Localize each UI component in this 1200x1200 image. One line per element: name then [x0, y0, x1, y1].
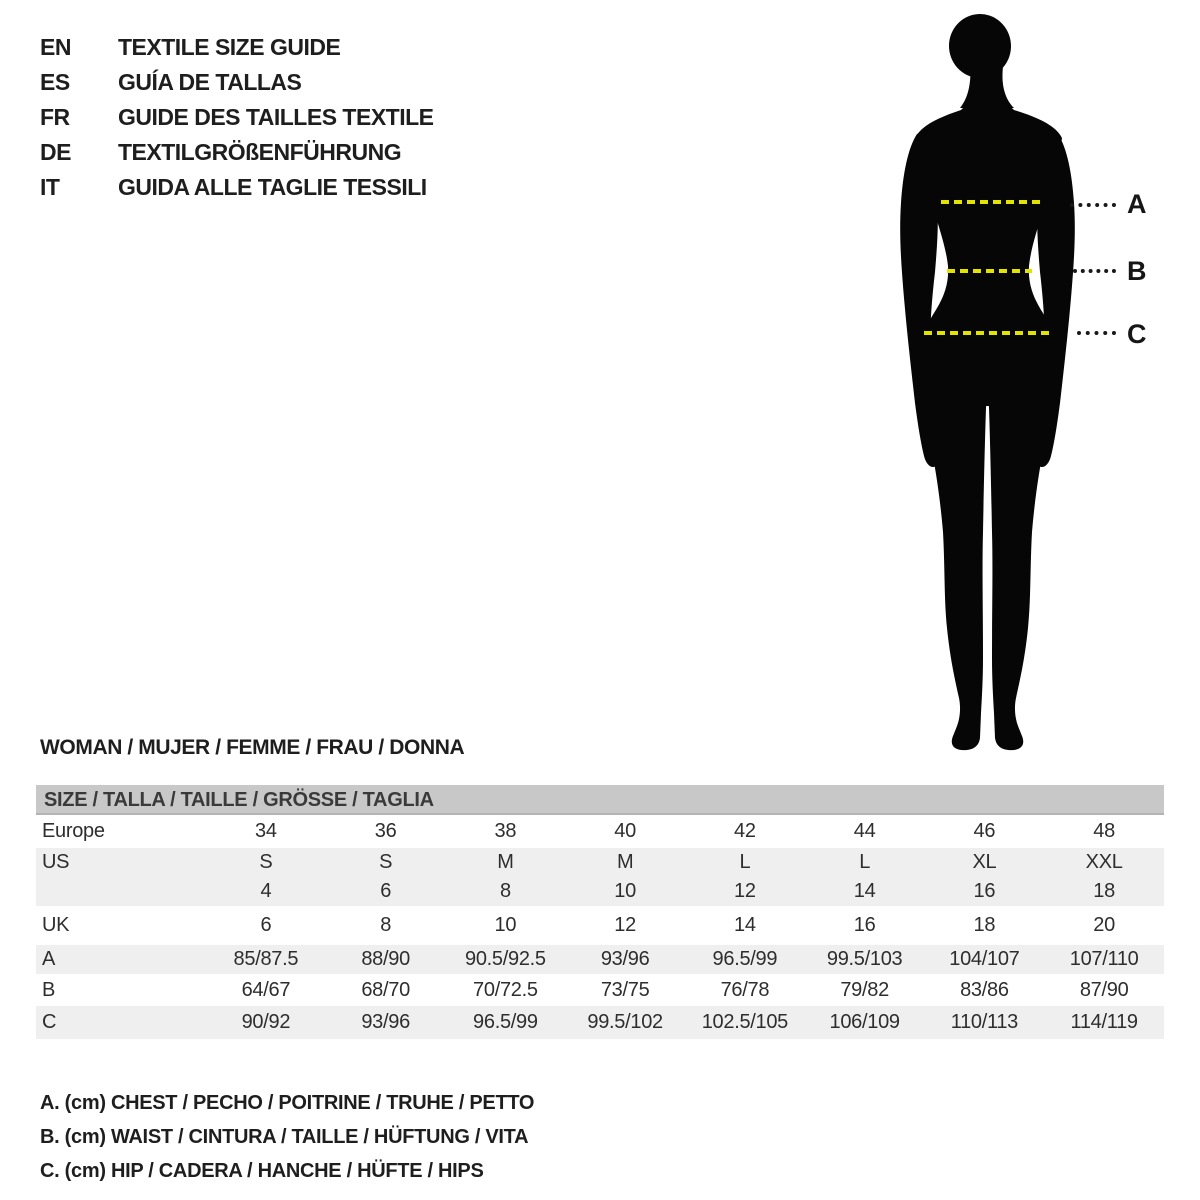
size-cell: S [379, 851, 393, 873]
size-cell: L [859, 851, 871, 873]
size-cell: 20 [1093, 914, 1115, 936]
legend-line: B. (cm) WAIST / CINTURA / TAILLE / HÜFTUNG / VITA [40, 1126, 529, 1148]
size-cell: 48 [1093, 820, 1115, 842]
language-title: GUÍA DE TALLAS [118, 69, 302, 95]
size-cell: 46 [973, 820, 996, 842]
size-table [36, 785, 1164, 1039]
table-row [36, 945, 1164, 974]
size-cell: 114/119 [1070, 1011, 1138, 1033]
size-cell: 36 [374, 820, 397, 842]
size-cell: 12 [734, 880, 756, 902]
size-cell: 93/96 [361, 1011, 410, 1033]
size-cell: 79/82 [840, 978, 889, 1001]
size-cell: 18 [1093, 880, 1115, 902]
woman-silhouette-figure [875, 8, 1095, 753]
size-cell: 96.5/99 [712, 948, 778, 970]
size-cell: 4 [260, 880, 272, 902]
size-cell: 6 [260, 914, 272, 936]
size-cell: 90.5/92.5 [465, 948, 546, 970]
size-cell: 12 [614, 914, 636, 936]
table-row [36, 1006, 1164, 1039]
size-cell: 104/107 [949, 948, 1020, 970]
language-code: IT [40, 174, 60, 200]
size-cell: 6 [380, 880, 392, 902]
size-cell: 42 [734, 820, 756, 842]
legend-line: A. (cm) CHEST / PECHO / POITRINE / TRUHE / PETTO [40, 1092, 535, 1114]
language-code: EN [40, 34, 71, 60]
language-code: ES [40, 69, 70, 95]
size-cell: 90/92 [241, 1011, 291, 1033]
size-cell: L [739, 851, 751, 873]
table-row [36, 974, 1164, 1006]
size-cell: 44 [853, 820, 876, 842]
language-row [40, 30, 434, 65]
row-label: B [42, 978, 56, 1001]
table-row [36, 815, 1164, 848]
table-row [36, 848, 1164, 877]
hip-leader-line [1077, 331, 1116, 335]
row-label: A [42, 948, 56, 970]
size-cell: 99.5/102 [587, 1011, 663, 1033]
size-cell: 34 [255, 820, 277, 842]
measurement-legend [40, 1086, 534, 1188]
language-title: GUIDE DES TAILLES TEXTILE [118, 104, 434, 130]
size-cell: 10 [494, 914, 517, 936]
chest-leader-line [1070, 203, 1116, 207]
size-cell: 76/78 [720, 978, 770, 1001]
size-cell: 68/70 [361, 978, 410, 1001]
waist-leader-line [1073, 269, 1116, 273]
legend-line: C. (cm) HIP / CADERA / HANCHE / HÜFTE / HIPS [40, 1160, 484, 1182]
size-cell: 14 [853, 880, 876, 902]
language-list [40, 30, 434, 205]
size-cell: XL [972, 851, 997, 873]
size-cell: 106/109 [829, 1011, 900, 1033]
size-table-rows [36, 815, 1164, 1039]
marker-label-waist: B [1127, 256, 1147, 286]
size-cell: 99.5/103 [826, 948, 903, 970]
size-cell: 87/90 [1079, 978, 1129, 1001]
size-cell: 70/72.5 [473, 978, 538, 1001]
size-cell: 16 [853, 914, 876, 936]
language-title: TEXTILGRÖßENFÜHRUNG [118, 139, 402, 165]
size-cell: M [497, 851, 514, 873]
language-row [40, 65, 434, 100]
size-cell: M [616, 851, 634, 873]
row-label: Europe [42, 820, 105, 842]
section-title-woman: WOMAN / MUJER / FEMME / FRAU / DONNA [40, 736, 465, 759]
size-cell: 102.5/105 [701, 1011, 789, 1033]
size-cell: 10 [614, 880, 636, 902]
size-table-header: SIZE / TALLA / TAILLE / GRÖSSE / TAGLIA [36, 785, 1164, 815]
table-row [36, 906, 1164, 945]
language-code: FR [40, 104, 70, 130]
language-code: DE [40, 139, 71, 165]
size-cell: 88/90 [361, 948, 410, 970]
size-cell: 73/75 [600, 978, 650, 1001]
size-cell: XXL [1085, 851, 1123, 873]
marker-label-chest: A [1127, 189, 1147, 219]
size-cell: 107/110 [1069, 948, 1139, 970]
size-cell: 96.5/99 [473, 1011, 538, 1033]
size-cell: 83/86 [960, 978, 1009, 1001]
size-cell: 85/87.5 [233, 948, 299, 970]
size-cell: 93/96 [600, 948, 650, 970]
size-cell: 8 [380, 914, 392, 936]
table-row [36, 877, 1164, 906]
woman-silhouette [875, 8, 1095, 753]
size-cell: 64/67 [241, 978, 291, 1001]
language-row [40, 135, 434, 170]
size-cell: 16 [973, 880, 996, 902]
size-cell: 38 [494, 820, 517, 842]
size-cell: 110/113 [950, 1011, 1018, 1033]
language-row [40, 100, 434, 135]
size-cell: 40 [614, 820, 636, 842]
language-title: TEXTILE SIZE GUIDE [118, 34, 341, 60]
language-title: GUIDA ALLE TAGLIE TESSILI [118, 174, 427, 200]
marker-label-hip: C [1127, 319, 1147, 349]
row-label: UK [42, 914, 70, 936]
row-label: US [42, 851, 70, 873]
size-cell: 18 [973, 914, 996, 936]
language-row [40, 170, 434, 205]
size-cell: 14 [734, 914, 756, 936]
size-cell: 8 [499, 880, 511, 902]
row-label: C [42, 1011, 57, 1033]
size-cell: S [259, 851, 273, 873]
